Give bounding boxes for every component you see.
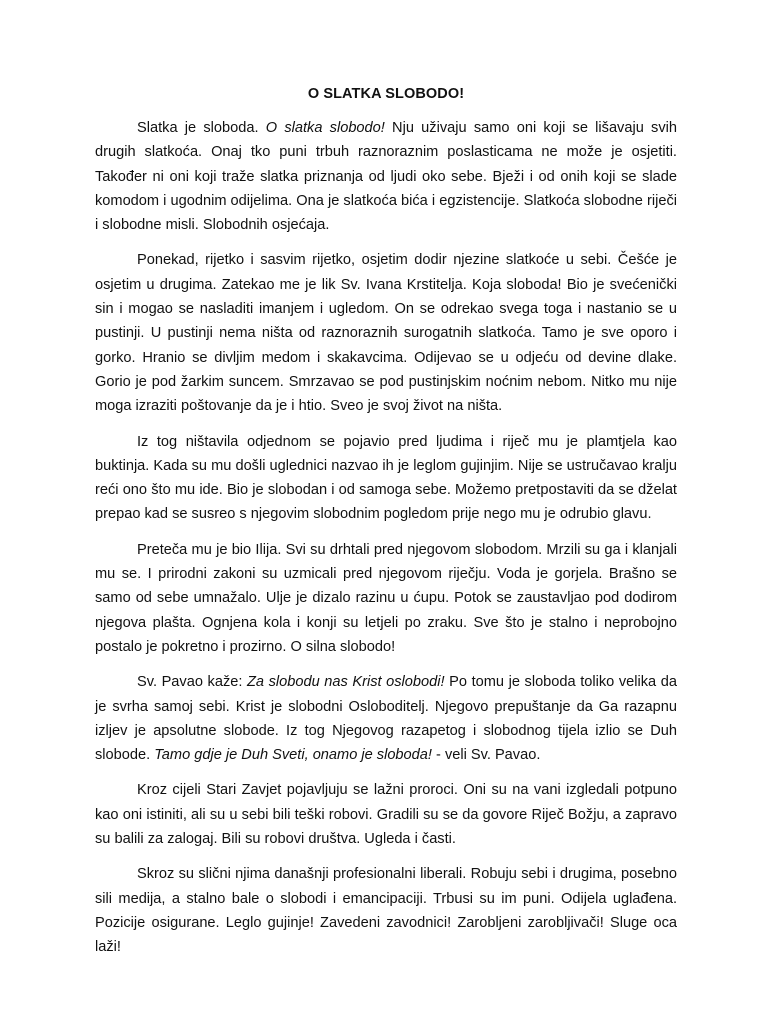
paragraph-6: Kroz cijeli Stari Zavjet pojavljuju se lažni proroci. Oni su na vani izgledali potpuno kao oni istiniti, ali su u sebi bili teški robovi. Gradili su se da govore Riječ Božju, a zapravo su balili za zalogaj. Bili su robovi društva. Ugleda i časti. [95, 782, 677, 848]
paragraph-5-quote-1: Za slobodu nas Krist oslobodi! [246, 674, 445, 691]
paragraph-1 [95, 116, 677, 237]
paragraph-5-text-end: - veli Sv. Pavao. [431, 747, 541, 764]
paragraph-3: Iz tog ništavila odjednom se pojavio pred ljudima i riječ mu je plamtjela kao buktinja. Kada su mu došli uglednici nazvao ih je leglom gujinjim. Nije se ustručavao kralju reći ono što mu ide. Bio je slobodan i od samoga sebe. Možemo pretpostaviti da se dželat prepao kad se susreo s njegovim slobodnim pogledom prije nego mu je odrubio glavu. [95, 433, 677, 523]
paragraph-5-text-middle: Po tomu je sloboda toliko velika da je svrha samoj sebi. Krist je slobodni Osloboditelj. Njegovo prepuštanje da Ga razapnu izljev je apsolutne slobode. Iz tog Njegovog razapetog i slobodnog tijela izlio se Duh slobode. [95, 674, 677, 764]
paragraph-1-text-end: Nju uživaju samo oni koji se lišavaju svih drugih slatkoća. Onaj tko puni trbuh raznoraznim poslasticama ne može je osjetiti. Također ni oni koji traže slatka priznanja od ljudi oko sebe. Bježi i od onih koji se slade komodom i ugodnim odijelima. Ona je slatkoća bića i egzistencije. Slatkoća slobodne riječi i slobodne misli. Slobodnih osjećaja. [95, 120, 677, 234]
document-title: O SLATKA SLOBODO! [307, 86, 465, 102]
paragraph-4: Preteča mu je bio Ilija. Svi su drhtali pred njegovom slobodom. Mrzili su ga i klanjali mu se. I prirodni zakoni su uzmicali pred njegovom riječju. Voda je gorjela. Brašno se samo od sebe umnažalo. Ulje je dizalo razinu u ćupu. Potok se zaustavljao pod dodirom njegova plašta. Ognjena kola i konji su letjeli po zraku. Sve što je stalno i neprobojno postalo je pokretno i prozirno. O silna slobodo! [95, 541, 677, 655]
paragraph-5-text-start: Sv. Pavao kaže: [137, 674, 247, 691]
paragraph-2: Ponekad, rijetko i sasvim rijetko, osjetim dodir njezine slatkoće u sebi. Češće je osjetim u drugima. Zatekao me je lik Sv. Ivana Krstitelja. Koja sloboda! Bio je svećenički sin i mogao se nasladiti imanjem i ugledom. On se odrekao svega toga i nastanio se u pustinji. U pustinji nema ništa od raznoraznih surogatnih slatkoća. Tamo je sve oporo i gorko. Hranio se divljim medom i skakavcima. Odijevao se u odjeću od devine dlake. Gorio je pod žarkim suncem. Smrzavao se pod pustinjskim noćnim nebom. Nitko mu nije moga izraziti poštovanje da je i htio. Sveo je svoj život na ništa. [95, 252, 677, 415]
paragraph-5 [95, 670, 677, 767]
paragraph-1-text-start: Slatka je sloboda. [137, 120, 266, 136]
document-body [95, 82, 677, 971]
paragraph-7: Skroz su slični njima današnji profesionalni liberali. Robuju sebi i drugima, posebno sili medija, a stalno bale o slobodi i emancipaciji. Trbusi su im puni. Odijela uglađena. Pozicije osigurane. Leglo gujinje! Zavedeni zavodnici! Zarobljeni zarobljivači! Sluge oca laži! [95, 866, 677, 956]
paragraph-1-emphasis: O slatka slobodo! [265, 120, 385, 136]
paragraph-5-quote-2: Tamo gdje je Duh Sveti, onamo je sloboda! [154, 747, 432, 764]
